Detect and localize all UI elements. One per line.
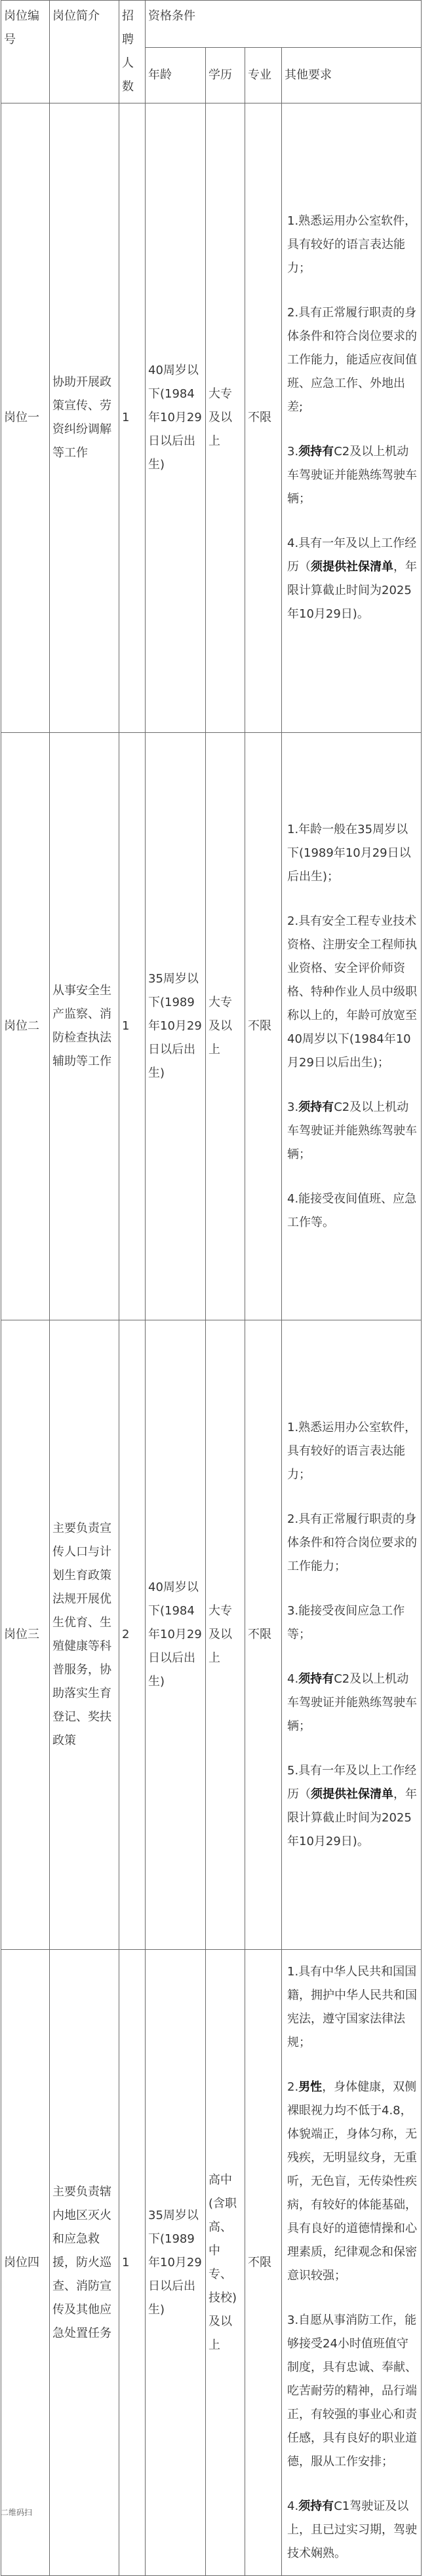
age-cell: 35周岁以下(1989年10月29日以后出生): [146, 1950, 206, 2576]
requirement-prefix: 4.: [287, 2499, 299, 2513]
major-cell: 不限: [245, 1950, 282, 2576]
education-cell: 大专及以上: [206, 733, 245, 1320]
requirement-item: 2.具有正常履行职责的身体条件和符合岗位要求的工作能力，能适应夜间值班、应急工作、外地出差;: [287, 306, 417, 414]
requirement-text: ，年限计算截止时间为2025年10月29日)。: [287, 560, 417, 621]
header-education: 学历: [206, 47, 245, 103]
intro-cell: 主要负责辖内地区灭火和应急救援，防火巡查、消防宣传及其他应急处置任务: [50, 1950, 119, 2576]
education-cell: 大专及以上: [206, 103, 245, 733]
header-age: 年龄: [146, 47, 206, 103]
requirement-text: C2及以上机动车驾驶证并能熟练驾驶车辆；: [287, 445, 417, 506]
age-cell: 35周岁以下(1989年10月29日以后出生): [146, 733, 206, 1320]
intro-cell: 从事安全生产监察、消防检查执法辅助等工作: [50, 733, 119, 1320]
requirement-item: 1.年龄一般在35周岁以下(1989年10月29日以后出生)；: [287, 823, 411, 884]
requirement-emphasis: 须提供社保清单: [311, 1787, 393, 1801]
requirement-item: 2.具有安全工程专业技术资格、注册安全工程师执业资格、安全评价师资格、特种作业人员中级职称以上的，年龄可放宽至40周岁以下(1984年10月29日以后出生)；: [287, 914, 417, 1070]
requirement-item: [287, 2076, 417, 2288]
requirement-item: 3.自愿从事消防工作，能够接受24小时值班值守制度，具有忠诚、奉献、吃苦耐劳的精神，品行端正，有较强的事业心和责任感，具有良好的职业道德，服从工作安排；: [287, 2313, 417, 2469]
requirement-item: [287, 440, 417, 511]
requirement-emphasis: 须持有: [298, 1672, 334, 1686]
intro-cell: 主要负责宣传人口与计划生育政策法规开展优生优育、生殖健康等科普服务，协助落实生育登记、奖扶政策: [50, 1320, 119, 1950]
age-cell: 40周岁以下(1984年10月29日以后出生): [146, 103, 206, 733]
requirement-item: 2.具有正常履行职责的身体条件和符合岗位要求的工作能力；: [287, 1512, 417, 1573]
requirements-cell: [282, 733, 422, 1320]
count-cell: 1: [119, 733, 146, 1320]
header-row-1: [1, 1, 422, 48]
requirements-cell: [282, 103, 422, 733]
table-row: [1, 1950, 422, 2576]
age-cell: 40周岁以下(1984年10月29日以后出生): [146, 1320, 206, 1950]
requirement-emphasis: 须持有: [298, 2499, 334, 2513]
requirement-text: ，身体健康，双侧裸眼视力均不低于4.8，体貌端正，身体匀称，无残疾，无明显纹身，无重听，无色盲，无传染性疾病，有较好的体能基础，具有良好的道德情操和心理素质，纪律观念和保密意识较强；: [287, 2080, 417, 2283]
requirement-prefix: 3.: [287, 445, 299, 458]
requirement-item: [287, 2495, 417, 2566]
requirement-item: 3.能接受夜间应急工作等；: [287, 1604, 405, 1641]
requirement-item: 4.能接受夜间值班、应急工作等。: [287, 1192, 417, 1229]
requirement-item: [287, 1096, 417, 1167]
table-row: [1, 733, 422, 1320]
intro-cell: 协助开展政策宣传、劳资纠纷调解等工作: [50, 103, 119, 733]
count-cell: 2: [119, 1320, 146, 1950]
requirement-item: 1.熟悉运用办公室软件，具有较好的语言表达能力；: [287, 1421, 417, 1482]
post-cell: 岗位三: [1, 1320, 50, 1950]
requirement-item: [287, 1759, 417, 1854]
requirement-text: C1驾驶证及以上，且已过实习期，驾驶技术娴熟。: [287, 2499, 417, 2560]
requirement-prefix: 2.: [287, 2080, 299, 2094]
requirement-prefix: 4.: [287, 1672, 299, 1686]
post-cell: 岗位四: [1, 1950, 50, 2576]
requirement-text: C2及以上机动车驾驶证并能熟练驾驶车辆；: [287, 1100, 417, 1161]
requirement-text: C2及以上机动车驾驶证并能熟练驾驶车辆；: [287, 1672, 417, 1733]
recruitment-table: [1, 0, 422, 2576]
header-major: 专业: [245, 47, 282, 103]
requirement-emphasis: 须提供社保清单: [311, 560, 393, 574]
major-cell: 不限: [245, 733, 282, 1320]
requirement-prefix: 5.具有一年及以上工作经历（: [287, 1764, 417, 1801]
major-cell: 不限: [245, 103, 282, 733]
requirement-text: ，年限计算截止时间为2025年10月29日)。: [287, 1787, 417, 1848]
count-cell: 1: [119, 1950, 146, 2576]
table-row: [1, 103, 422, 733]
footer-text: 二维码扫: [1, 2508, 33, 2517]
education-cell: 大专及以上: [206, 1320, 245, 1950]
post-cell: 岗位一: [1, 103, 50, 733]
requirement-item: [287, 1668, 417, 1738]
post-cell: 岗位二: [1, 733, 50, 1320]
requirements-cell: [282, 1320, 422, 1950]
header-intro: 岗位简介: [50, 1, 119, 103]
header-other: 其他要求: [282, 47, 422, 103]
header-qualification: 资格条件: [146, 1, 422, 48]
header-post-no: 岗位编号: [1, 1, 50, 103]
major-cell: 不限: [245, 1320, 282, 1950]
requirement-prefix: 4.具有一年及以上工作经历（: [287, 536, 417, 574]
count-cell: 1: [119, 103, 146, 733]
header-count: 招聘人数: [119, 1, 146, 103]
requirement-item: [287, 532, 417, 626]
requirement-prefix: 3.: [287, 1100, 299, 1114]
table-row: [1, 1320, 422, 1950]
requirement-emphasis: 须持有: [298, 1100, 334, 1114]
requirement-emphasis: 须持有: [298, 445, 334, 458]
education-cell: 高中(含职高、中专、技校)及以上: [206, 1950, 245, 2576]
requirements-cell: [282, 1950, 422, 2576]
requirement-item: 1.熟悉运用办公室软件，具有较好的语言表达能力；: [287, 214, 417, 275]
requirement-emphasis: 男性: [298, 2080, 323, 2094]
requirement-item: 1.具有中华人民共和国国籍，拥护中华人民共和国宪法，遵守国家法律法规；: [287, 1964, 417, 2049]
